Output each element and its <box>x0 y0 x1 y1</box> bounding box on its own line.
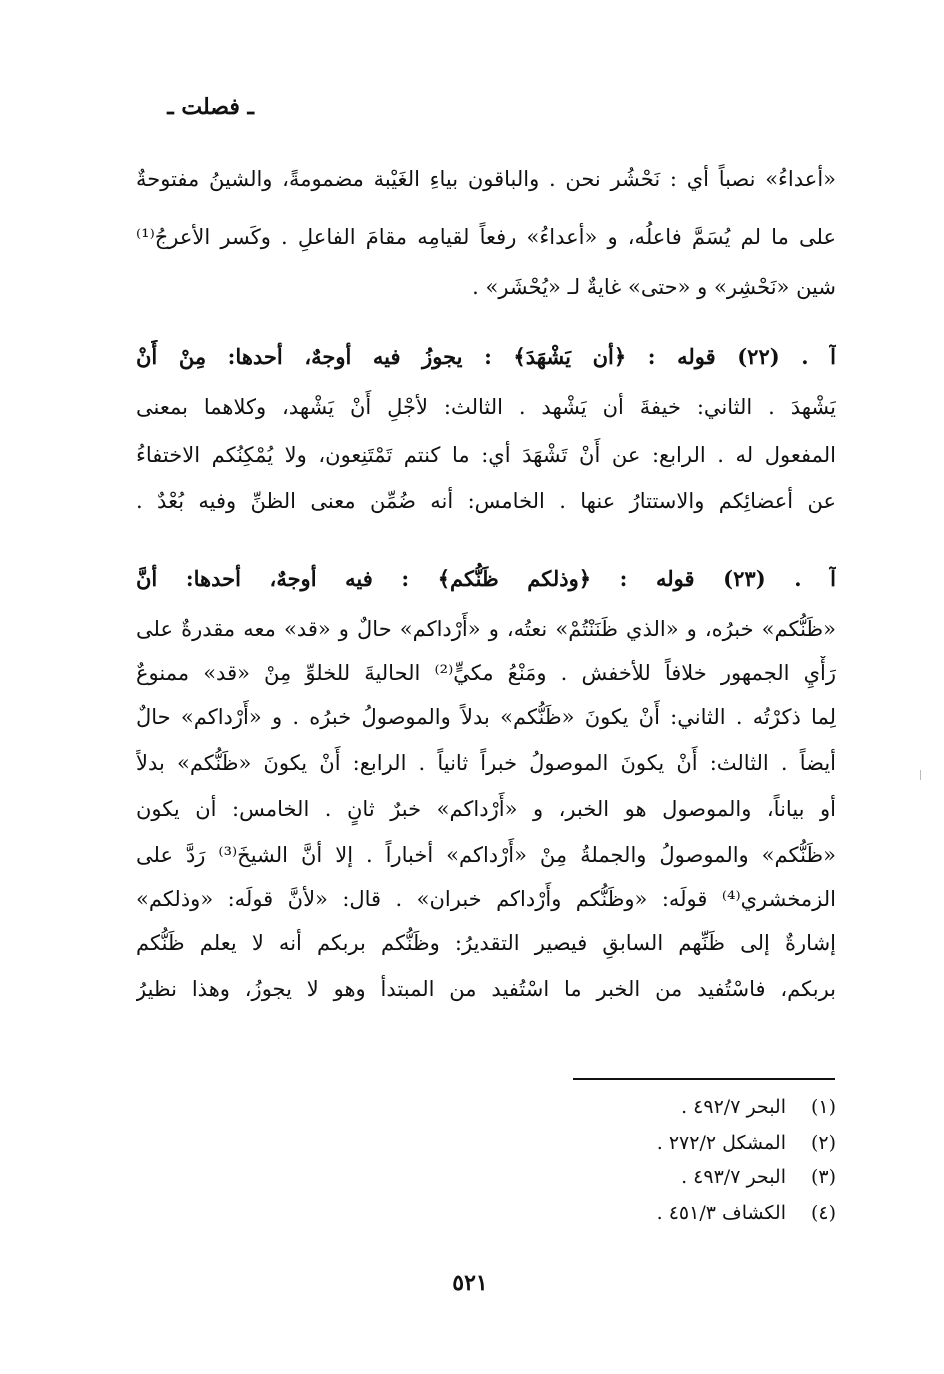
footnote <box>506 1096 836 1126</box>
footnote-number: (١) <box>810 1096 836 1118</box>
text-line: «أعداءُ» نصباً أي : نَحْشُر نحن . والباقون بياءِ الغَيْبة مضمومةً، والشينُ مفتوحةٌ <box>136 167 836 191</box>
page-number: ٥٢١ <box>452 1270 488 1296</box>
text-line: شين «نَحْشِر» و «حتى» غايةٌ لـ «يُحْشَر» . <box>472 275 836 299</box>
footnote <box>506 1132 836 1162</box>
running-header: ـ فصلت ـ <box>167 94 254 120</box>
text-line: رَأْيِ الجمهور خلافاً للأخفش . ومَنْعُ مكيٍّ⁽²⁾ الحاليةَ للخلوِّ مِنْ «قد» ممنوعٌ <box>136 661 836 685</box>
text-line: إشارةٌ إلى ظَنِّهم السابقِ فيصير التقديرُ: وظَنُّكم بربكم أنه لا يعلم ظَنُّكم <box>136 931 836 955</box>
text-line: أيضاً . الثالث: أَنْ يكونَ الموصولُ خبراً ثانياً . الرابع: أَنْ يكونَ «ظَنُّكم» بدلاً <box>136 751 836 775</box>
footnote <box>506 1202 836 1232</box>
scan-mark <box>920 770 921 780</box>
footnote-text: الكشاف ٤٥١/٣ . <box>656 1202 786 1224</box>
footnote-text: البحر ٤٩٣/٧ . <box>681 1166 786 1188</box>
text-line: المفعول له . الرابع: عن أَنْ تَشْهَدَ أي: ما كنتم تَمْتَنِعون، ولا يُمْكِنُكم الاختفاءُ <box>136 443 836 467</box>
text-line: «ظَنُّكم» خبرُه، و «الذي ظَنَنْتُمْ» نعتُه، و «أَرْداكم» حالٌ و «قد» معه مقدرةٌ على <box>136 617 836 641</box>
footnote-text: البحر ٤٩٢/٧ . <box>681 1096 786 1118</box>
footnote-number: (٢) <box>810 1132 836 1154</box>
text-line: أو بياناً، والموصول هو الخبر، و «أَرْداكم» خبرٌ ثانٍ . الخامس: أن يكون <box>136 797 836 821</box>
footnote <box>506 1166 836 1196</box>
footnote-number: (٤) <box>810 1202 836 1224</box>
footnote-divider <box>573 1078 835 1080</box>
text-line: على ما لم يُسَمَّ فاعلُه، و «أعداءُ» رفعاً لقيامِه مقامَ الفاعلِ . وكَسر الأعرجُ⁽¹⁾ <box>136 225 836 249</box>
section-heading-line: آ . (٢٢) قوله : ﴿أن يَشْهَدَ﴾ : يجوزُ فيه أوجهٌ، أحدها: مِنْ أَنْ <box>136 344 836 369</box>
text-line: «ظَنُّكم» والموصولُ والجملةُ مِنْ «أَرْداكم» أخباراً . إلا أنَّ الشيخَ⁽³⁾ رَدَّ على <box>136 843 836 867</box>
text-line: بربكم، فاسْتُفيد من الخبر ما اسْتُفيد من المبتدأ وهو لا يجوزُ، وهذا نظيرُ <box>136 977 836 1001</box>
section-heading-line: آ . (٢٣) قوله : ﴿وذلكم ظَنُّكم﴾ : فيه أوجهٌ، أحدها: أنَّ <box>136 566 836 591</box>
footnote-text: المشكل ٢٧٢/٢ . <box>656 1132 786 1154</box>
text-line: يَشْهدَ . الثاني: خيفةَ أن يَشْهد . الثالث: لأجْلِ أَنْ يَشْهد، وكلاهما بمعنى <box>136 395 836 419</box>
text-line: لِما ذكرْتُه . الثاني: أَنْ يكونَ «ظَنُّكم» بدلاً والموصولُ خبرُه . و «أَرْداكم» حالٌ <box>136 705 836 729</box>
text-line: الزمخشري⁽⁴⁾ قولَه: «وظَنُّكم وأَرْداكم خبران» . قال: «لأنَّ قولَه: «وذلكم» <box>136 887 836 911</box>
text-line: عن أعضائِكم والاستتارُ عنها . الخامس: أنه ضُمِّن معنى الظنِّ وفيه بُعْدٌ . <box>136 489 836 513</box>
footnote-number: (٣) <box>810 1166 836 1188</box>
